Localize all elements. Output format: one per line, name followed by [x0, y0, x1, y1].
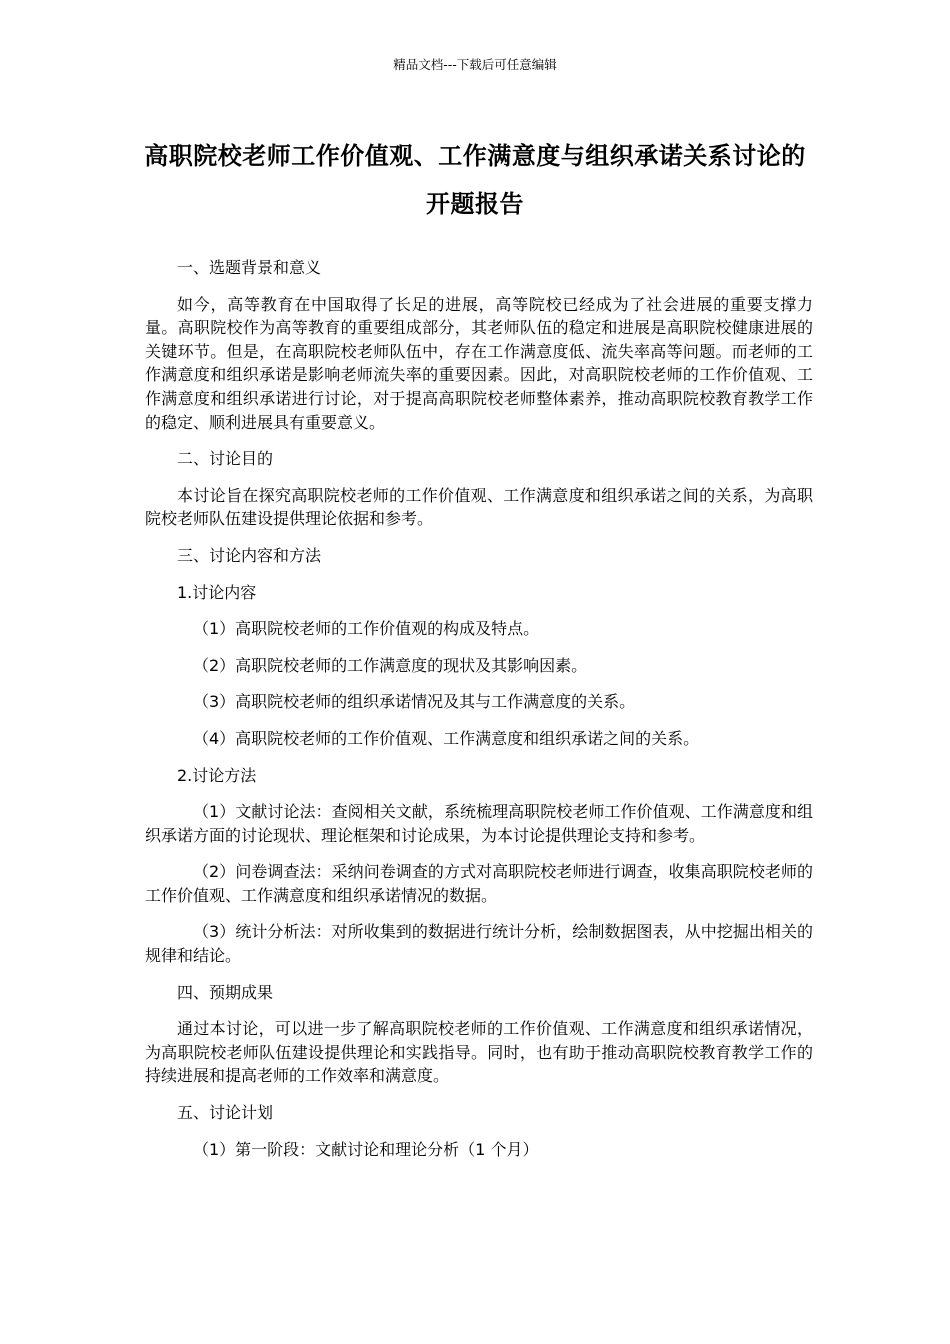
- subheading-content: 1.讨论内容: [177, 582, 257, 602]
- content-item: （4）高职院校老师的工作价值观、工作满意度和组织承诺之间的关系。: [193, 728, 700, 748]
- plan-item: （1）第一阶段：文献讨论和理论分析（1 个月）: [193, 1139, 539, 1159]
- content-item: （3）高职院校老师的组织承诺情况及其与工作满意度的关系。: [193, 692, 636, 712]
- header-note: 精品文档---下载后可任意编辑: [393, 57, 557, 72]
- section-heading-content-method: 三、讨论内容和方法: [177, 545, 322, 565]
- subheading-method: 2.讨论方法: [177, 765, 257, 785]
- content-item: （2）高职院校老师的工作满意度的现状及其影响因素。: [193, 655, 588, 675]
- document-body: [145, 256, 813, 1174]
- section-heading-plan: 五、讨论计划: [177, 1103, 274, 1123]
- section-body-background: 如今，高等教育在中国取得了长足的进展，高等院校已经成为了社会进展的重要支撑力量。高职院校作为高等教育的重要组成部分，其老师队伍的稳定和进展是高职院校健康进展的关键环节。但是，在高职院校老师队伍中，存在工作满意度低、流失率高等问题。而老师的工作满意度和组织承诺是影响老师流失率的重要因素。因此，对高职院校老师的工作价值观、工作满意度和组织承诺进行讨论，对于提高高职院校老师整体素养，推动高职院校教育教学工作的稳定、顺利进展具有重要意义。: [145, 294, 813, 432]
- section-heading-background: 一、选题背景和意义: [177, 258, 322, 277]
- document-title: 高职院校老师工作价值观、工作满意度与组织承诺关系讨论的开题报告: [144, 142, 806, 218]
- method-item: （1）文献讨论法：查阅相关文献，系统梳理高职院校老师工作价值观、工作满意度和组织承诺方面的讨论现状、理论框架和讨论成果，为本讨论提供理论支持和参考。: [145, 802, 813, 845]
- section-heading-purpose: 二、讨论目的: [177, 449, 274, 469]
- method-item: （2）问卷调查法：采纳问卷调查的方式对高职院校老师进行调查，收集高职院校老师的工作价值观、工作满意度和组织承诺情况的数据。: [145, 862, 813, 905]
- method-item: （3）统计分析法：对所收集到的数据进行统计分析，绘制数据图表，从中挖掘出相关的规律和结论。: [145, 922, 813, 966]
- content-item: （1）高职院校老师的工作价值观的构成及特点。: [193, 619, 540, 639]
- section-body-expected-results: 通过本讨论，可以进一步了解高职院校老师的工作价值观、工作满意度和组织承诺情况，为高职院校老师队伍建设提供理论和实践指导。同时，也有助于推动高职院校教育教学工作的持续进展和提高老师的工作效率和满意度。: [145, 1019, 813, 1086]
- section-body-purpose: 本讨论旨在探究高职院校老师的工作价值观、工作满意度和组织承诺之间的关系，为高职院校老师队伍建设提供理论依据和参考。: [145, 485, 813, 529]
- section-heading-expected-results: 四、预期成果: [177, 982, 274, 1002]
